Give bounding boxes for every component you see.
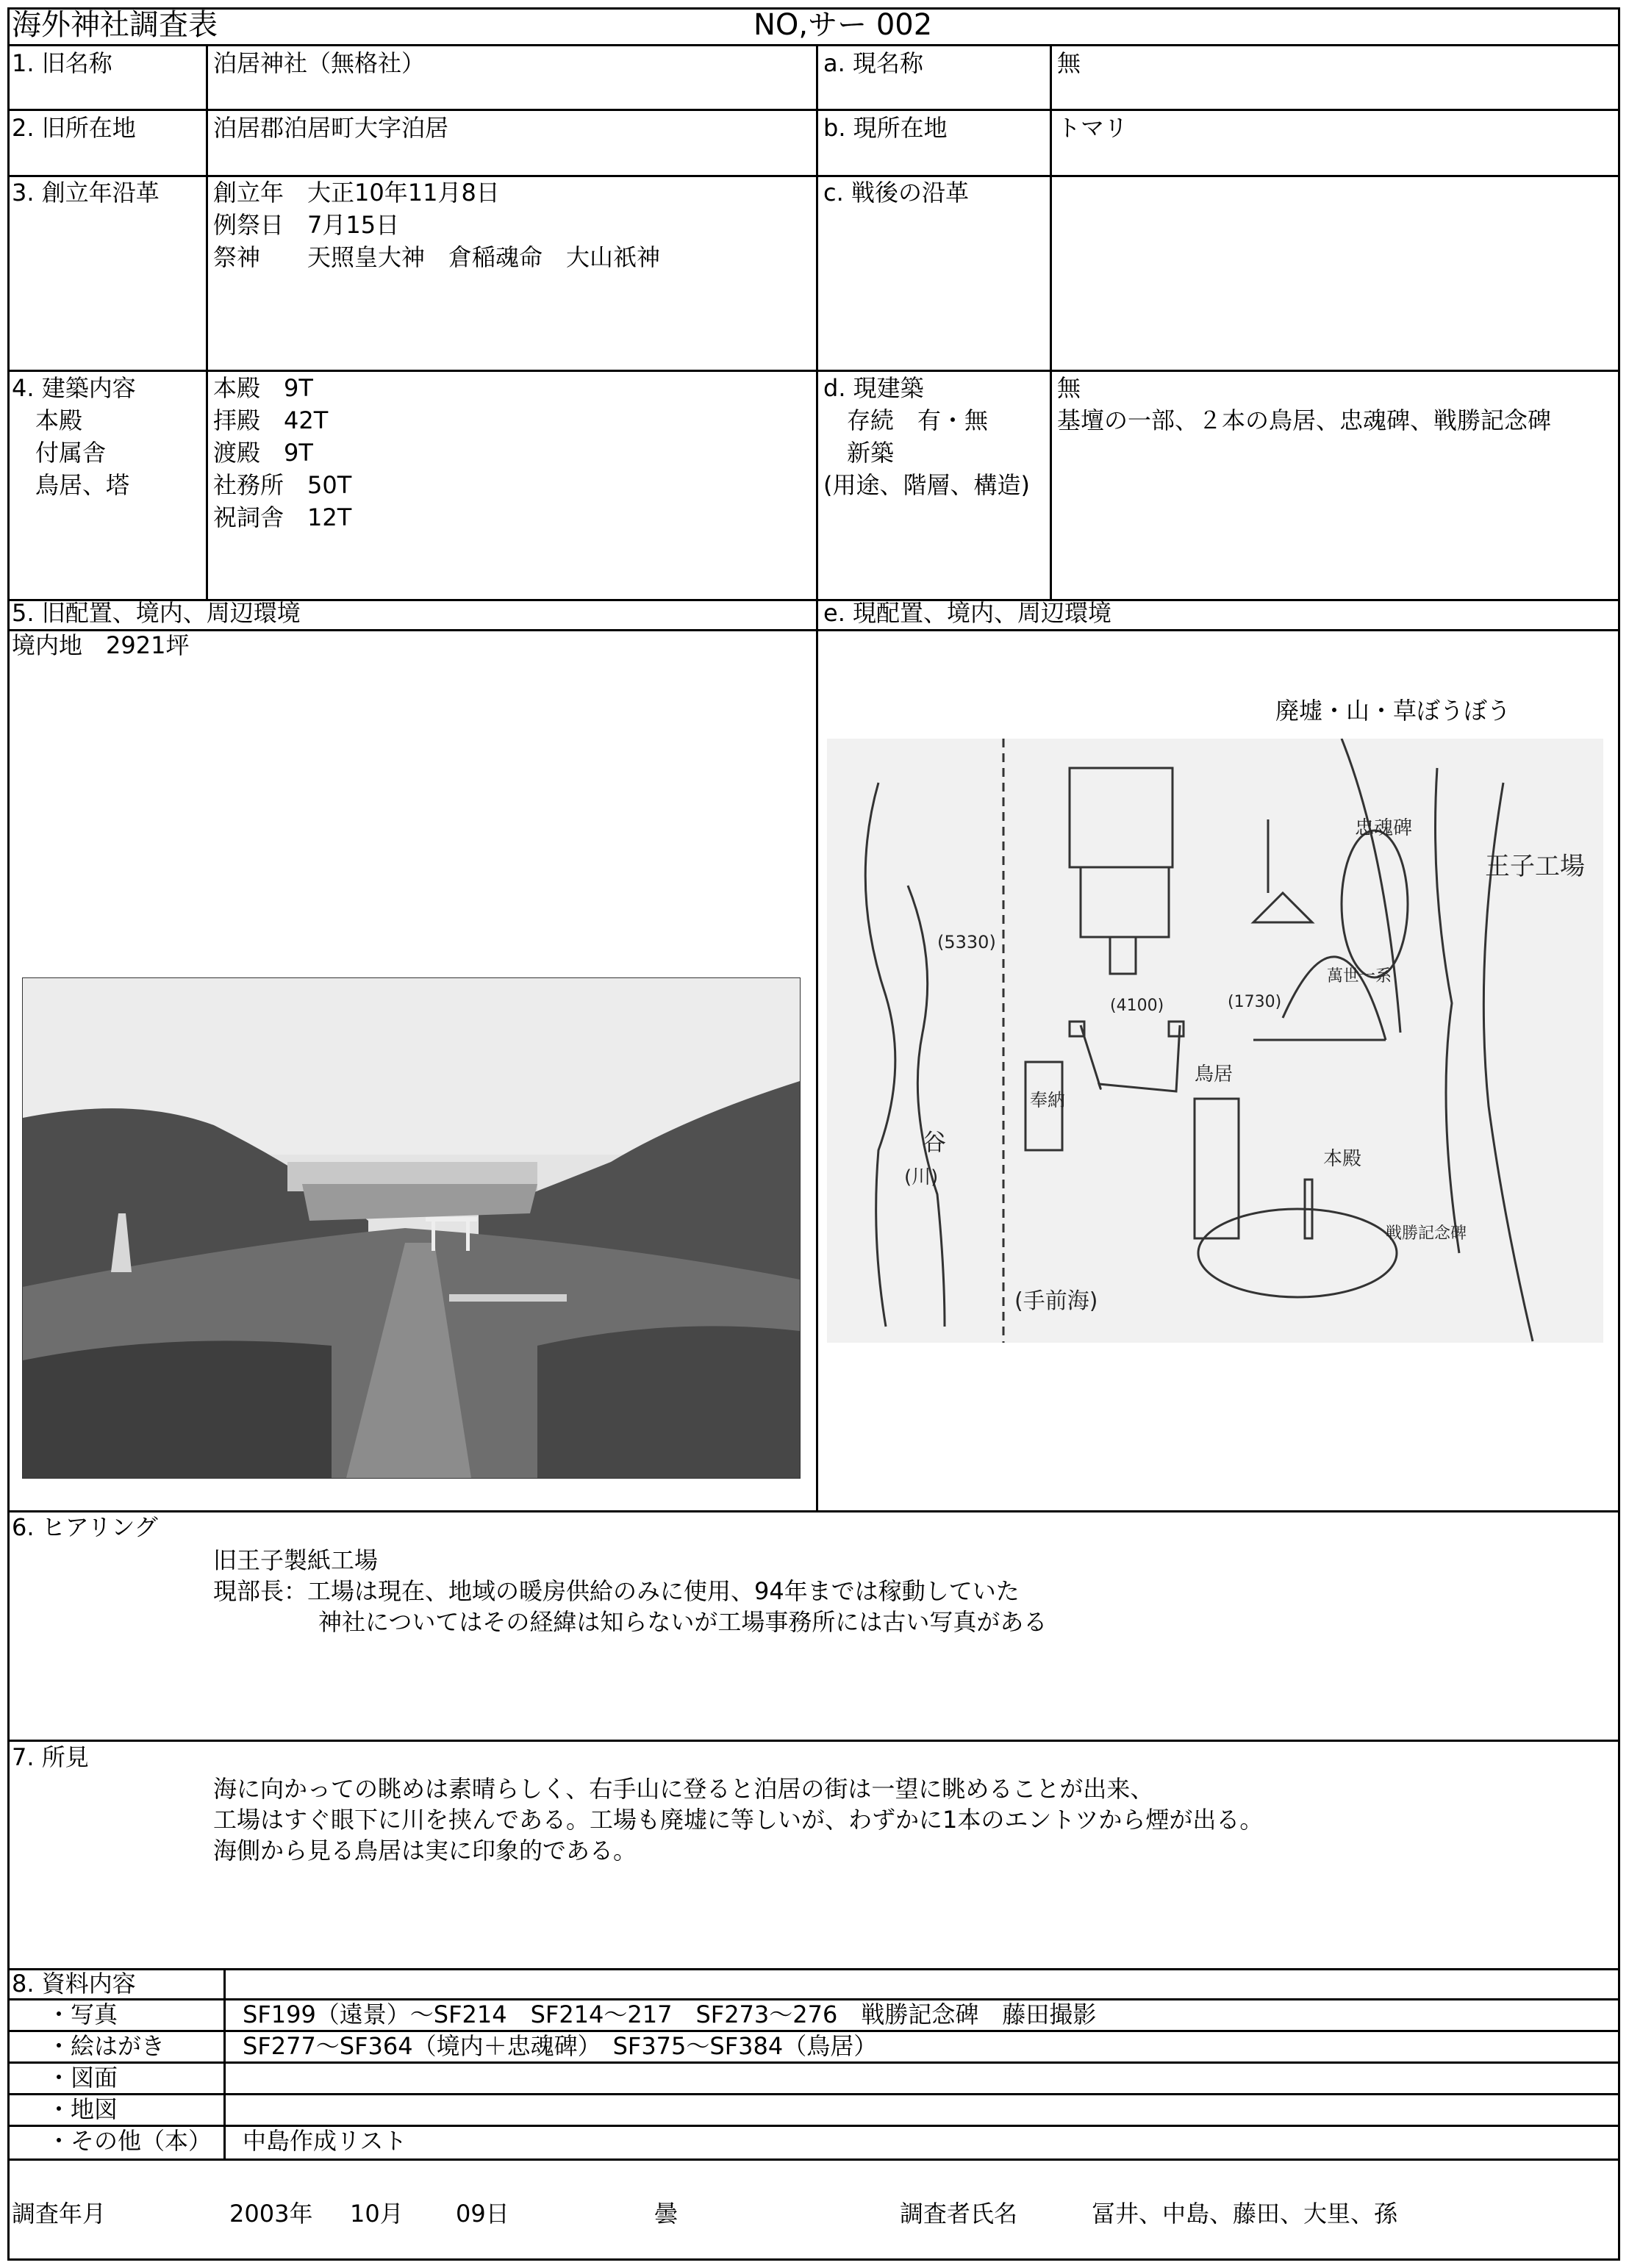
findings-label: 7. 所見 xyxy=(12,1743,89,1771)
column-divider xyxy=(816,44,818,1510)
old-name-value: 泊居神社（無格社） xyxy=(213,49,426,77)
materials-item-label: ・その他（本） xyxy=(47,2127,212,2155)
sketch-label-umi: (手前海) xyxy=(1014,1288,1098,1314)
materials-item-label: ・写真 xyxy=(47,2000,118,2028)
rule xyxy=(7,2158,1620,2161)
sketch-caption: 廃墟・山・草ぼうぼう xyxy=(1275,697,1511,725)
materials-label: 8. 資料内容 xyxy=(12,1970,136,1998)
survey-month: 10月 xyxy=(350,2200,404,2228)
findings-line-3: 海側から見る鳥居は実に印象的である。 xyxy=(213,1837,637,1865)
rule xyxy=(7,1740,1620,1742)
current-name-value: 無 xyxy=(1057,49,1081,77)
survey-date-label: 調査年月 xyxy=(12,2200,107,2228)
sketch-label-hozo: 奉納 xyxy=(1030,1090,1065,1110)
hearing-line-2: 現部長：工場は現在、地域の暖房供給のみに使用、94年までは稼動していた xyxy=(213,1577,1020,1605)
survey-weather: 曇 xyxy=(654,2200,679,2228)
surveyor-label: 調査者氏名 xyxy=(900,2200,1018,2228)
sketch-label-honden: 本殿 xyxy=(1323,1148,1362,1170)
rule xyxy=(7,2093,1620,2095)
materials-item-label: ・絵はがき xyxy=(47,2032,165,2060)
rule xyxy=(7,109,1620,111)
hearing-label: 6. ヒアリング xyxy=(12,1513,158,1541)
materials-item-label: ・図面 xyxy=(47,2064,118,2092)
photo-landscape xyxy=(23,978,800,1478)
rule xyxy=(7,1968,1620,1970)
column-divider xyxy=(1050,44,1052,599)
survey-year: 2003年 xyxy=(229,2200,313,2228)
postwar-history-label: c. 戦後の沿革 xyxy=(823,179,969,207)
sketch-label-tani: 谷 xyxy=(923,1128,947,1156)
sketch-label-chukon: 忠魂碑 xyxy=(1355,817,1413,839)
hearing-line-1: 旧王子製紙工場 xyxy=(213,1546,379,1574)
current-location-label: b. 現所在地 xyxy=(823,114,948,142)
old-location-value: 泊居郡泊居町大字泊居 xyxy=(213,114,449,142)
materials-item-label: ・地図 xyxy=(47,2095,118,2123)
form-number: NO,サー 002 xyxy=(753,8,933,42)
current-architecture-label: d. 現建築 存続 有・無 新築 (用途、階層、構造) xyxy=(823,374,1030,499)
sketch-label-4100: (4100) xyxy=(1110,997,1164,1015)
current-layout-label: e. 現配置、境内、周辺環境 xyxy=(823,599,1112,627)
rule xyxy=(7,44,1620,46)
findings-line-1: 海に向かっての眺めは素晴らしく、右手山に登ると泊居の街は一望に眺めることが出来、 xyxy=(213,1775,1154,1803)
findings-line-2: 工場はすぐ眼下に川を挟んである。工場も廃墟に等しいが、わずかに1本のエントツから煙が出る。 xyxy=(213,1806,1264,1834)
sketch-drawing xyxy=(827,739,1603,1343)
founding-history-value: 創立年 大正10年11月8日 例祭日 7月15日 祭神 天照皇大神 倉稲魂命 大山祇神 xyxy=(213,179,661,271)
architecture-label: 4. 建築内容 本殿 付属舎 鳥居、塔 xyxy=(12,374,136,499)
old-location-label: 2. 旧所在地 xyxy=(12,114,136,142)
old-name-label: 1. 旧名称 xyxy=(12,49,112,77)
sketch-label-kawa: (川) xyxy=(904,1166,939,1188)
sketch-label-bansei: 萬世一系 xyxy=(1327,967,1392,986)
form-title: 海外神社調査表 xyxy=(12,8,218,42)
column-divider xyxy=(223,1968,226,2158)
current-name-label: a. 現名称 xyxy=(823,49,923,77)
surveyor-names: 冨井、中島、藤田、大里、孫 xyxy=(1092,2200,1398,2228)
column-divider xyxy=(206,44,208,599)
materials-item-value: SF277～SF364（境内＋忠魂碑） SF375～SF384（鳥居） xyxy=(243,2032,878,2060)
rule xyxy=(7,1510,1620,1512)
rule xyxy=(7,629,1620,631)
old-layout-label: 5. 旧配置、境内、周辺環境 xyxy=(12,599,301,627)
materials-item-value: 中島作成リスト xyxy=(243,2127,407,2155)
current-location-value: トマリ xyxy=(1057,114,1128,142)
sketch-label-oji: 王子工場 xyxy=(1485,852,1585,881)
sketch-label-5330: (5330) xyxy=(937,932,996,952)
materials-item-value: SF199（遠景）～SF214 SF214～217 SF273～276 戦勝記念碑 藤田撮影 xyxy=(243,2000,1097,2028)
founding-history-label: 3. 創立年沿革 xyxy=(12,179,160,207)
site-sketch xyxy=(827,739,1603,1343)
sketch-label-sensho: 戦勝記念碑 xyxy=(1386,1224,1467,1243)
precinct-area: 境内地 2921坪 xyxy=(12,631,190,659)
current-architecture-value: 無 基壇の一部、２本の鳥居、忠魂碑、戦勝記念碑 xyxy=(1057,374,1552,434)
sketch-label-1730: (1730) xyxy=(1228,993,1282,1011)
sketch-label-torii: 鳥居 xyxy=(1195,1063,1234,1085)
survey-day: 09日 xyxy=(456,2200,509,2228)
hearing-line-3: 神社についてはその経緯は知らないが工場事務所には古い写真がある xyxy=(318,1608,1048,1636)
architecture-value: 本殿 9T 拝殿 42T 渡殿 9T 社務所 50T 祝詞舎 12T xyxy=(213,374,352,531)
site-photograph xyxy=(22,977,801,1479)
